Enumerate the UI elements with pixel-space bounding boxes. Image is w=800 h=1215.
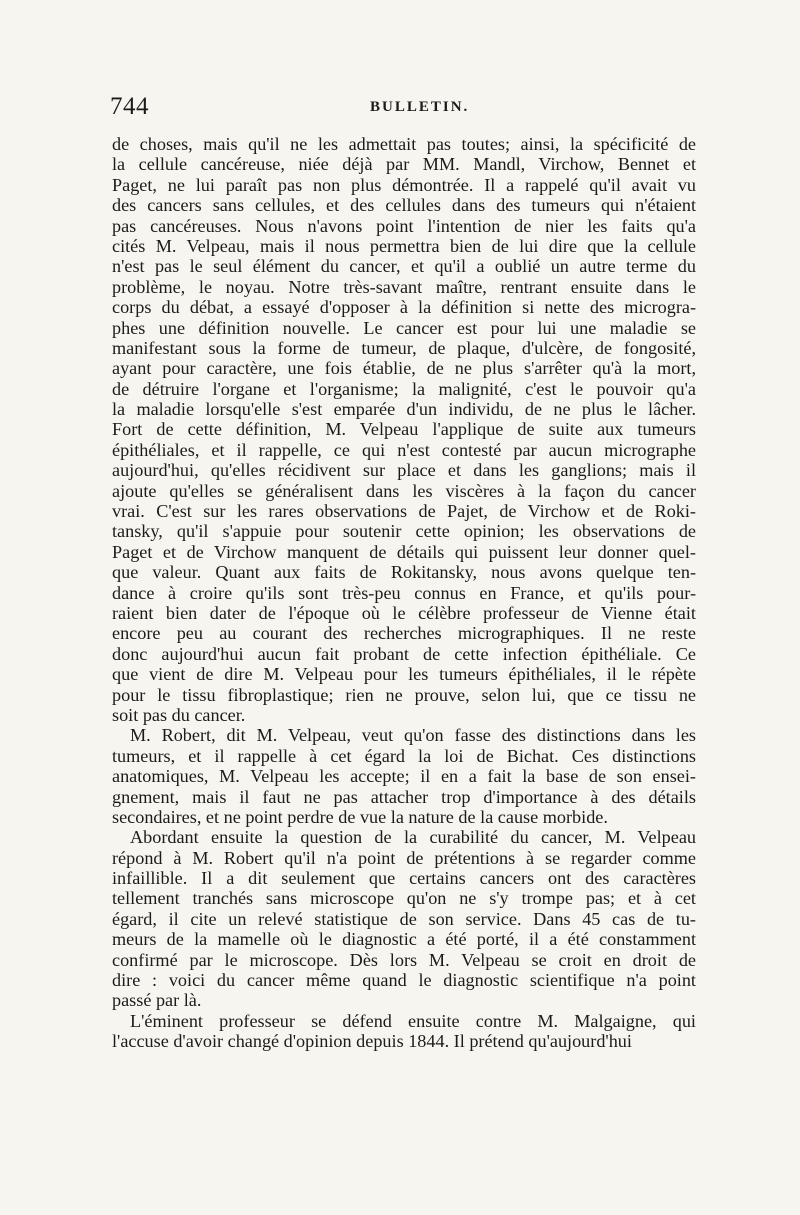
text-line: des cancers sans cellules, et des cellules dans des tumeurs qui n'étaient <box>112 195 696 216</box>
text-line: Paget, ne lui paraît pas non plus démontrée. Il a rappelé qu'il avait vu <box>112 174 696 195</box>
text-line: l'accuse d'avoir changé d'opinion depuis 1844. Il prétend qu'aujourd'hui <box>112 1031 632 1052</box>
text-line: cités M. Velpeau, mais il nous permettra bien de lui dire que la cellule <box>112 235 696 256</box>
text-line: confirmé par le microscope. Dès lors M. Velpeau se croit en droit de <box>112 949 696 970</box>
text-line: manifestant sous la forme de tumeur, de plaque, d'ulcère, de fongosité, <box>112 337 696 358</box>
text-line: phes une définition nouvelle. Le cancer est pour lui une maladie se <box>112 317 696 338</box>
paragraph <box>112 134 696 725</box>
text-line: ajoute qu'elles se généralisent dans les viscères à la façon du cancer <box>112 480 696 501</box>
text-line: la cellule cancéreuse, niée déjà par MM. Mandl, Virchow, Bennet et <box>112 154 696 175</box>
text-line: tellement tranchés sans microscope qu'on ne s'y trompe pas; et à cet <box>112 888 696 909</box>
text-line: passé par là. <box>112 990 202 1011</box>
paragraph <box>112 725 696 827</box>
text-line: la maladie lorsqu'elle s'est emparée d'un individu, de ne plus le lâcher. <box>112 399 696 420</box>
page-number: 744 <box>110 93 149 120</box>
text-line: infaillible. Il a dit seulement que certains cancers ont des caractères <box>112 868 696 889</box>
text-line: ayant pour caractère, une fois établie, de ne plus s'arrêter qu'à la mort, <box>112 358 696 379</box>
text-line: L'éminent professeur se défend ensuite contre M. Malgaigne, qui <box>130 1010 696 1031</box>
text-line: tumeurs, et il rappelle à cet égard la loi de Bichat. Ces distinctions <box>112 745 696 766</box>
text-line: corps du débat, a essayé d'opposer à la définition si nette des microgra- <box>112 297 696 318</box>
text-line: de choses, mais qu'il ne les admettait pas toutes; ainsi, la spécificité de <box>112 134 696 154</box>
text-line: pas cancéreuses. Nous n'avons point l'intention de nier les faits qu'a <box>112 215 696 236</box>
text-line: dire : voici du cancer même quand le diagnostic scientifique n'a point <box>112 970 696 991</box>
text-line: vrai. C'est sur les rares observations de Pajet, de Virchow et de Roki- <box>112 501 696 522</box>
text-line: secondaires, et ne point perdre de vue la nature de la cause morbide. <box>112 806 608 827</box>
text-line: épithéliales, et il rappelle, ce qui n'est contesté par aucun micrographe <box>112 439 696 460</box>
text-line: donc aujourd'hui aucun fait probant de cette infection épithéliale. Ce <box>112 643 696 664</box>
text-line: tansky, qu'il s'appuie pour soutenir cette opinion; les observations de <box>112 521 696 542</box>
running-title: BULLETIN. <box>370 99 470 115</box>
paragraph <box>112 1011 696 1052</box>
text-line: M. Robert, dit M. Velpeau, veut qu'on fasse des distinctions dans les <box>130 725 696 746</box>
running-head <box>110 93 696 127</box>
text-line: répond à M. Robert qu'il n'a point de prétentions à se regarder comme <box>112 847 696 868</box>
text-line: anatomiques, M. Velpeau les accepte; il en a fait la base de son ensei- <box>112 766 696 787</box>
text-line: Abordant ensuite la question de la curabilité du cancer, M. Velpeau <box>130 827 696 848</box>
text-line: Paget et de Virchow manquent de détails qui puissent leur donner quel- <box>112 541 696 562</box>
text-line: gnement, mais il faut ne pas attacher trop d'importance à des détails <box>112 786 696 807</box>
text-line: égard, il cite un relevé statistique de son service. Dans 45 cas de tu- <box>112 908 696 929</box>
text-line: n'est pas le seul élément du cancer, et qu'il a oublié un autre terme du <box>112 256 696 277</box>
text-line: aujourd'hui, qu'elles récidivent sur place et dans les ganglions; mais il <box>112 460 696 481</box>
text-line: raient bien dater de l'époque où le célèbre professeur de Vienne était <box>112 602 696 623</box>
paragraph <box>112 827 696 1011</box>
text-line: encore peu au courant des recherches micrographiques. Il ne reste <box>112 623 696 644</box>
text-line: Fort de cette définition, M. Velpeau l'applique de suite aux tumeurs <box>112 419 696 440</box>
body-text <box>112 134 696 1052</box>
text-line: que valeur. Quant aux faits de Rokitansky, nous avons quelque ten- <box>112 562 696 583</box>
text-line: problème, le noyau. Notre très-savant maître, rentrant ensuite dans le <box>112 276 696 297</box>
text-line: de détruire l'organe et l'organisme; la malignité, c'est le pouvoir qu'a <box>112 378 696 399</box>
text-line: soit pas du cancer. <box>112 704 246 725</box>
text-line: meurs de la mamelle où le diagnostic a été porté, il a été constamment <box>112 929 696 950</box>
text-line: que vient de dire M. Velpeau pour les tumeurs épithéliales, il le répète <box>112 664 696 685</box>
text-line: pour le tissu fibroplastique; rien ne prouve, selon lui, que ce tissu ne <box>112 684 696 705</box>
text-line: dance à croire qu'ils sont très-peu connus en France, et qu'ils pour- <box>112 582 696 603</box>
